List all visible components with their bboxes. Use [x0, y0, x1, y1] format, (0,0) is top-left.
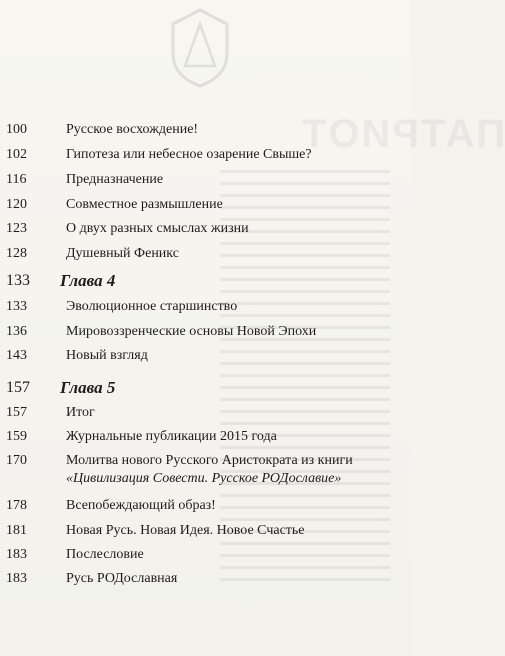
toc-title: Русь РОДославная — [66, 571, 178, 586]
toc-page-number: 133 — [6, 272, 30, 289]
toc-page-number: 100 — [6, 122, 27, 137]
toc-page-number: 120 — [6, 197, 27, 212]
toc-title: Журнальные публикации 2015 года — [66, 429, 277, 444]
toc-page-number: 136 — [6, 324, 27, 339]
toc-page-number: 128 — [6, 246, 27, 261]
toc-page-number: 157 — [6, 379, 30, 396]
toc-title: Всепобеждающий образ! — [66, 498, 216, 513]
toc-title: Новая Русь. Новая Идея. Новое Счастье — [66, 523, 305, 538]
toc-title: Эволюционное старшинство — [66, 299, 238, 314]
toc-title: Мировоззренческие основы Новой Эпохи — [66, 324, 317, 339]
chapter-title: Глава 4 — [60, 271, 116, 290]
toc-title: О двух разных смыслах жизни — [66, 221, 249, 236]
toc-title: Молитва нового Русского Аристократа из книги — [66, 453, 353, 468]
toc-page-number: 123 — [6, 221, 27, 236]
toc-page-number: 102 — [6, 147, 27, 162]
chapter-title: Глава 5 — [60, 378, 116, 397]
toc-page-number: 183 — [6, 547, 27, 562]
show-through-heading: ПАТРИОТ — [300, 112, 505, 156]
toc-page-number: 143 — [6, 348, 27, 363]
toc-title: Послесловие — [66, 547, 144, 562]
toc-title: Итог — [66, 405, 95, 420]
toc-page-number: 116 — [6, 172, 27, 187]
toc-title: Новый взгляд — [66, 348, 148, 363]
toc-page-number: 181 — [6, 523, 27, 538]
toc-page-number: 170 — [6, 453, 27, 468]
toc-page-number: 178 — [6, 498, 27, 513]
toc-title: Русское восхождение! — [66, 122, 199, 137]
toc-title: Гипотеза или небесное озарение Свыше? — [66, 147, 312, 162]
toc-page-number: 159 — [6, 429, 27, 444]
toc-page-number: 133 — [6, 299, 27, 314]
toc-title: Предназначение — [66, 172, 164, 187]
toc-title: Душевный Феникс — [66, 246, 179, 261]
toc-page-number: 183 — [6, 571, 27, 586]
toc-title: Совместное размышление — [66, 197, 223, 212]
toc-subtitle: «Цивилизация Совести. Русское РОДославие» — [66, 471, 342, 486]
toc-page-number: 157 — [6, 405, 27, 420]
